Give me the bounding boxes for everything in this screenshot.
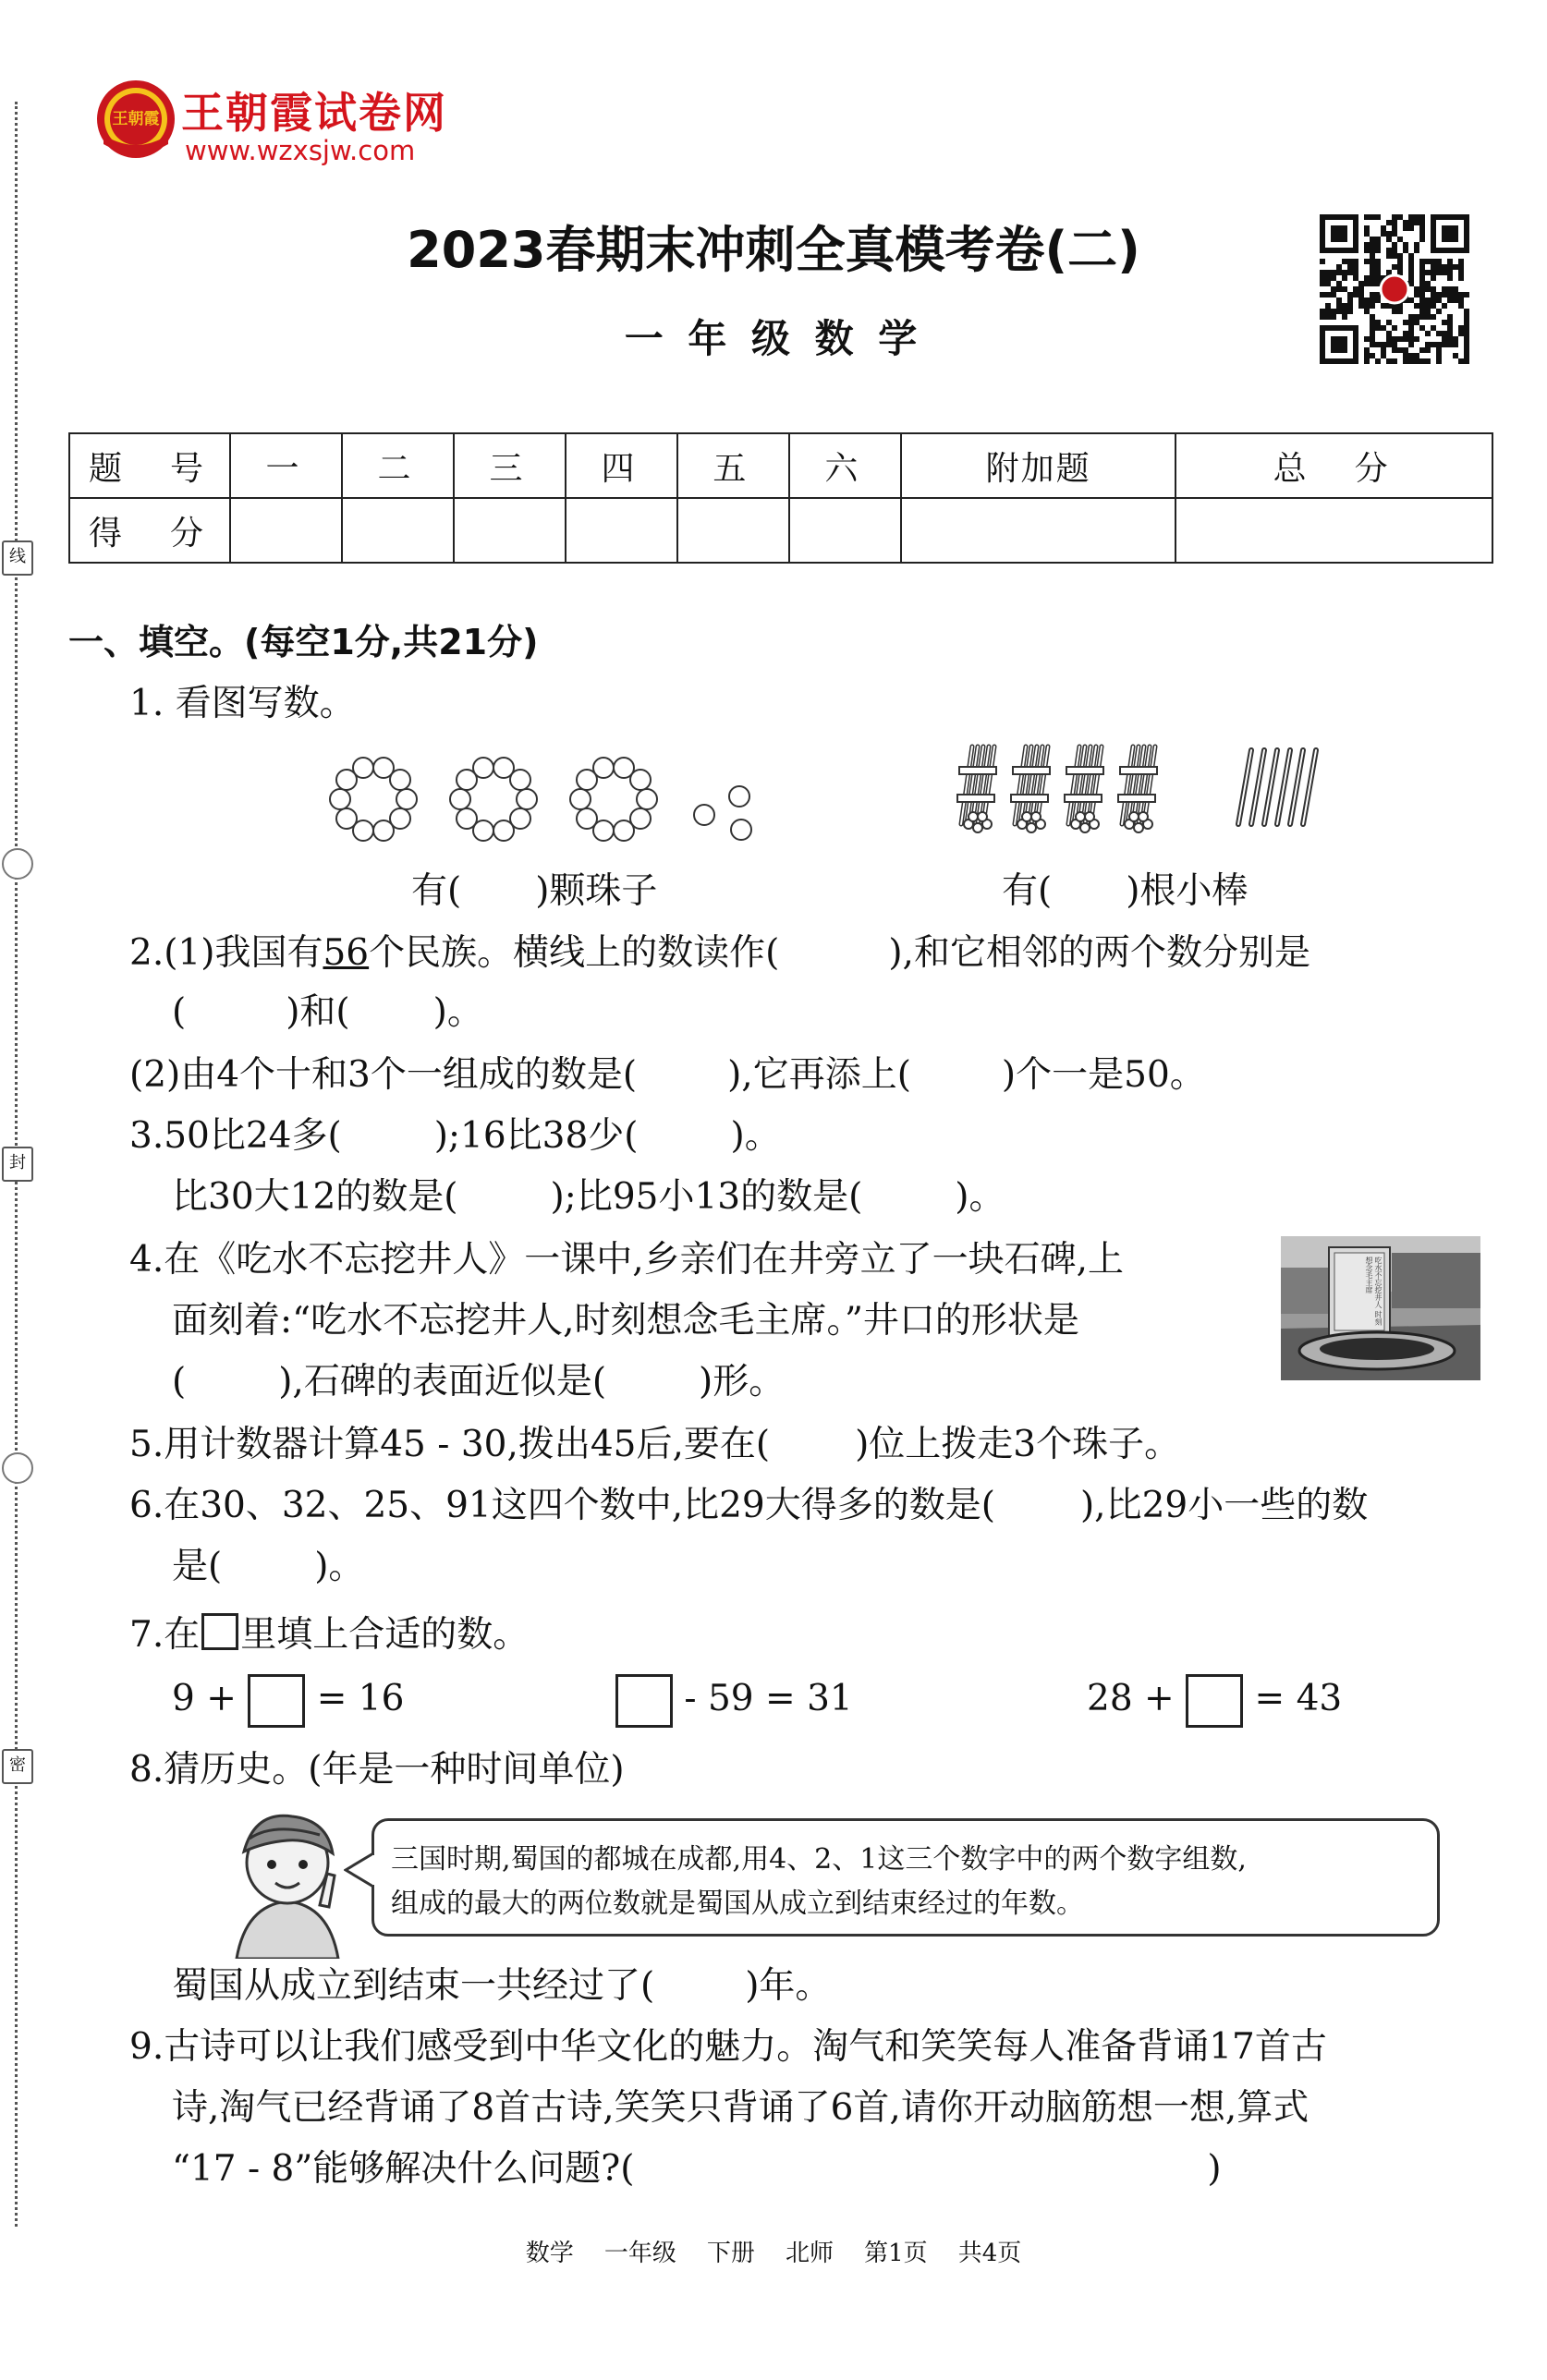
bead [449,788,471,810]
question-9-line-2: 诗,淘气已经背诵了8首古诗,笑笑只背诵了6首,请你开动脑筋想一想,算式 [172,2087,1309,2129]
score-table-row-label: 得 分 [69,498,230,563]
score-cell[interactable] [454,498,566,563]
section-heading: 一、填空。(每空1分,共21分) [68,622,539,662]
question-9-line-1: 9.古诗可以让我们感受到中华文化的魅力。淘气和笑笑每人准备背诵17首古 [129,2026,1327,2068]
footer-total: 共4页 [957,2240,1022,2267]
question-number: 9. [129,2026,164,2068]
speech-bubble-line-1: 三国时期,蜀国的都城在成都,用4、2、1这三个数字中的两个数字组数, [391,1843,1247,1876]
brand-name: 王朝霞试卷网 [181,88,447,138]
speech-bubble-line-2: 组成的最大的两位数就是蜀国从成立到结束经过的年数。 [391,1888,1084,1920]
score-cell[interactable] [789,498,901,563]
question-number: 4. [129,1239,164,1281]
bead [329,788,351,810]
speech-bubble [372,1818,1440,1937]
question-number: 5. [129,1424,164,1465]
score-table-header-cell: 五 [677,433,789,498]
question-number: 3. [129,1115,164,1157]
bead [569,788,591,810]
binding-hole-icon [2,848,33,880]
score-table-header-cell: 六 [789,433,901,498]
footer-volume: 下册 [706,2240,755,2267]
question-4-line-2: 面刻着:“吃水不忘挖井人,时刻想念毛主席。”井口的形状是 [172,1300,1079,1342]
sticks-caption: 有( )根小棒 [1002,870,1249,912]
score-cell[interactable] [566,498,677,563]
sticks-illustration [943,739,1358,841]
page-title: 2023春期末冲刺全真模考卷(二) [407,221,1140,279]
score-table-header-cell: 二 [342,433,454,498]
question-2-part-2: (2)由4个十和3个一组成的数是( ),它再添上( )个一是50。 [129,1054,1206,1096]
question-2-part-1-line-2: ( )和( )。 [172,991,483,1033]
question-7: 7.在 里填上合适的数。 [129,1614,530,1656]
question-3-line-2: 比30大12的数是( );比95小13的数是( )。 [172,1176,1005,1218]
answer-box[interactable] [248,1674,305,1728]
score-table-header-cell: 四 [566,433,677,498]
footer-edition: 北师 [786,2240,834,2267]
bead [389,769,411,791]
question-4-line-3: ( ),石碑的表面近似是( )形。 [172,1361,786,1402]
question-number: 7. [129,1614,164,1656]
page-subtitle: 一 年 级 数 学 [624,316,923,361]
bead [613,820,635,842]
question-number: 2. [129,932,164,974]
answer-box[interactable] [615,1674,673,1728]
score-cell[interactable] [342,498,454,563]
equation-3: 28 + = 43 [1087,1674,1342,1728]
scholar-boy-icon [218,1802,357,1959]
footer-subject: 数学 [525,2240,574,2267]
bead [352,757,374,779]
score-cell[interactable] [677,498,789,563]
footer-grade: 一年级 [603,2240,676,2267]
question-text: 看图写数。 [175,683,356,724]
bead [456,808,478,830]
question-4-line-1: 4.在《吃水不忘挖井人》一课中,乡亲们在井旁立了一块石碑,上 [129,1239,1125,1281]
binding-char-feng: 封 [2,1147,33,1182]
question-1 [129,683,356,724]
score-table-header-row [69,433,1492,498]
qr-code [1320,214,1469,364]
equation-1: 9 + = 16 [172,1674,404,1728]
loose-bead [730,819,752,841]
well-photo [1281,1236,1480,1380]
speech-bubble-tail [344,1852,375,1888]
footer-page: 第1页 [864,2240,928,2267]
binding-hole-icon [2,1452,33,1484]
bead [629,769,652,791]
question-6-line-1: 6.在30、32、25、91这四个数中,比29大得多的数是( ),比29小一些的数 [129,1485,1369,1526]
score-table-header-cell: 一 [230,433,342,498]
question-5: 5.用计数器计算45 - 30,拨出45后,要在( )位上拨走3个珠子。 [129,1424,1181,1465]
answer-box-icon [201,1613,238,1650]
qr-code-icon [1320,214,1469,364]
equation-2: - 59 = 31 [615,1674,853,1728]
brand-logo-text: 王朝霞 [112,110,160,128]
answer-box[interactable] [1186,1674,1243,1728]
bead [472,757,494,779]
question-2-part-1: 2.(1)我国有56个民族。横线上的数读作( ),和它相邻的两个数分别是 [129,932,1310,974]
score-table-header-cell: 三 [454,433,566,498]
score-cell[interactable] [901,498,1175,563]
question-number: 8. [129,1749,164,1791]
beads-caption: 有( )颗珠子 [411,870,658,912]
binding-char-xian: 线 [2,540,33,576]
beads-illustration [323,747,767,848]
question-8-answer: 蜀国从成立到结束一共经过了( )年。 [172,1965,832,2007]
question-number: 1. [129,683,164,724]
score-cell[interactable] [230,498,342,563]
score-table-score-row [69,498,1492,563]
question-6-line-2: 是( )。 [172,1546,365,1587]
underlined-number: 56 [323,932,370,974]
scholar-cartoon [218,1802,357,1959]
bead [493,820,515,842]
page-footer [0,2234,1547,2268]
binding-char-mi: 密 [2,1749,33,1784]
bead [576,808,598,830]
loose-bead [728,785,750,808]
loose-bead [693,804,715,826]
brand-url: www.wzxsjw.com [185,135,416,166]
question-3-line-1: 3.50比24多( );16比38少( )。 [129,1115,781,1157]
brand-logo [94,78,177,161]
stone-tablet-inscription: 吃水不忘挖井人 时刻想念毛主席 [1365,1257,1383,1326]
score-table-header-cell: 附加题 [901,433,1175,498]
bead [509,769,531,791]
bead [335,808,358,830]
bead [592,757,615,779]
stick-bundle [1118,747,1157,832]
question-9-line-3: “17 - 8”能够解决什么问题?( ) [172,2148,1222,2190]
score-table-header-cell: 总 分 [1175,433,1492,498]
stick-bundle [1011,747,1050,832]
stick-bundle [1065,747,1103,832]
stick-bundle [957,747,996,832]
score-table [68,432,1493,564]
score-cell[interactable] [1175,498,1492,563]
score-table-header-cell: 题 号 [69,433,230,498]
bead [372,820,395,842]
question-8: 8.猜历史。(年是一种时间单位) [129,1749,625,1791]
question-number: 6. [129,1485,164,1526]
